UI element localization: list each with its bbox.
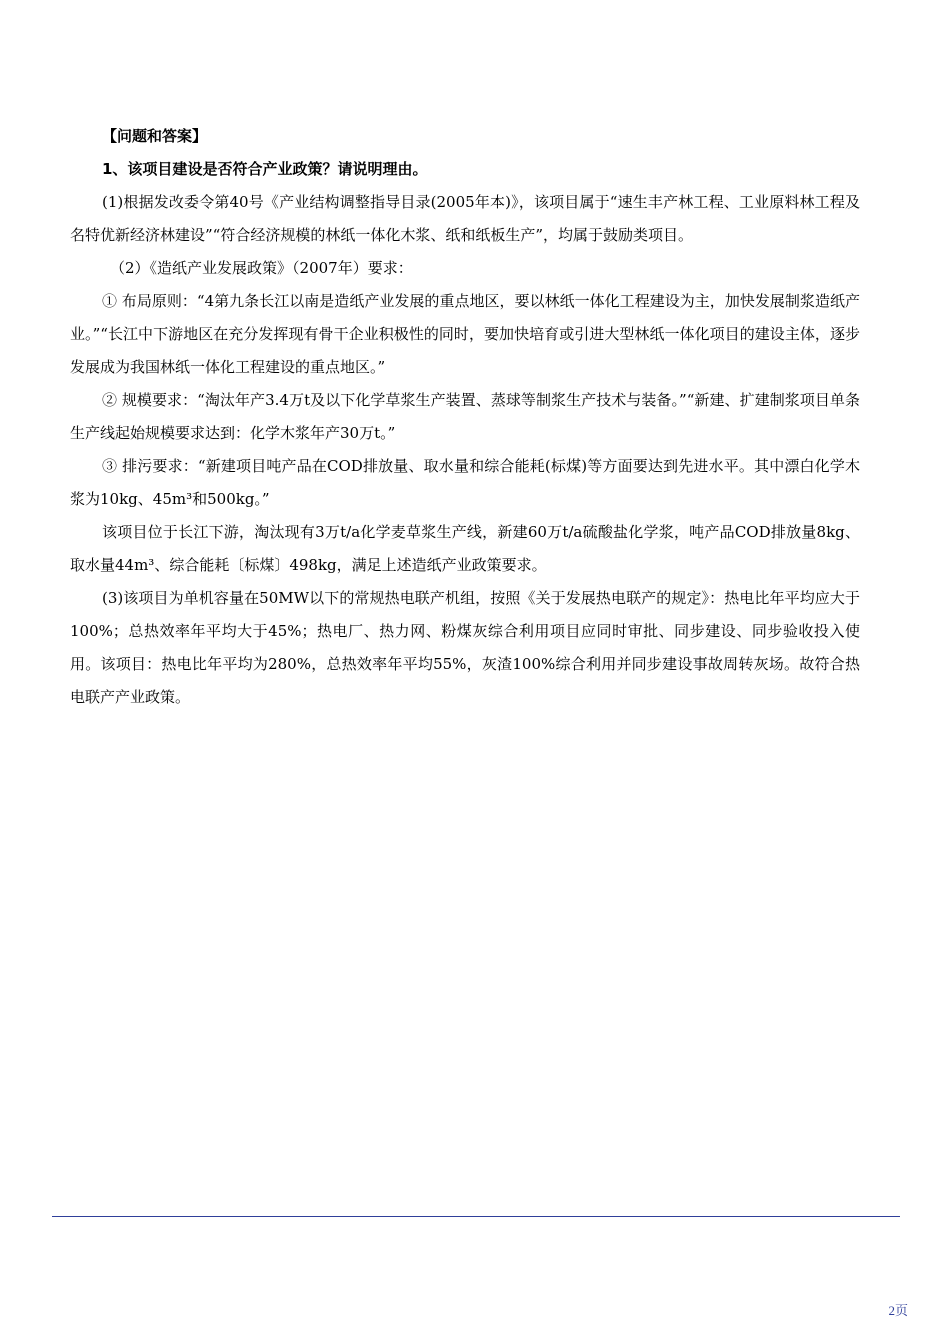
question-heading: 1、该项目建设是否符合产业政策？请说明理由。 [102, 160, 428, 178]
paragraph-6: 该项目位于长江下游，淘汰现有3万t/a化学麦草浆生产线，新建60万t/a硫酸盐化学浆，吨产品COD排放量8kg、取水量44m³、综合能耗〔标煤〕498kg，满足上述造纸产业政策要求。 [70, 523, 860, 574]
paragraph-1: (1)根据发改委令第40号《产业结构调整指导目录(2005年本)》，该项目属于“速生丰产林工程、工业原料林工程及名特优新经济林建设”“符合经济规模的林纸一体化木浆、纸和纸板生产”，均属于鼓励类项目。 [70, 193, 860, 244]
paragraph-5: ③ 排污要求：“新建项目吨产品在COD排放量、取水量和综合能耗(标煤)等方面要达到先进水平。其中漂白化学木浆为10kg、45m³和500kg。” [70, 457, 860, 508]
paragraph-3: ① 布局原则：“4第九条长江以南是造纸产业发展的重点地区，要以林纸一体化工程建设为主，加快发展制浆造纸产业。”“长江中下游地区在充分发挥现有骨干企业积极性的同时，要加快培育或引进大型林纸一体化项目的建设主体，逐步发展成为我国林纸一体化工程建设的重点地区。” [70, 292, 860, 376]
section-heading: 【问题和答案】 [102, 127, 208, 145]
paragraph-7: (3)该项目为单机容量在50MW以下的常规热电联产机组，按照《关于发展热电联产的规定》：热电比年平均应大于100%；总热效率年平均大于45%；热电厂、热力网、粉煤灰综合利用项目应同时审批、同步建设、同步验收投入使用。该项目：热电比年平均为280%，总热效率年平均55%，灰渣100%综合利用并同步建设事故周转灰场。故符合热电联产产业政策。 [70, 589, 860, 706]
footer-divider [52, 1216, 900, 1217]
paragraph-2: （2）《造纸产业发展政策》（2007年）要求： [110, 259, 413, 277]
document-body [70, 120, 860, 714]
paragraph-4: ② 规模要求：“淘汰年产3.4万t及以下化学草浆生产装置、蒸球等制浆生产技术与装备。”“新建、扩建制浆项目单条生产线起始规模要求达到：化学木浆年产30万t。” [70, 391, 860, 442]
page-number: 2页 [888, 1303, 908, 1318]
